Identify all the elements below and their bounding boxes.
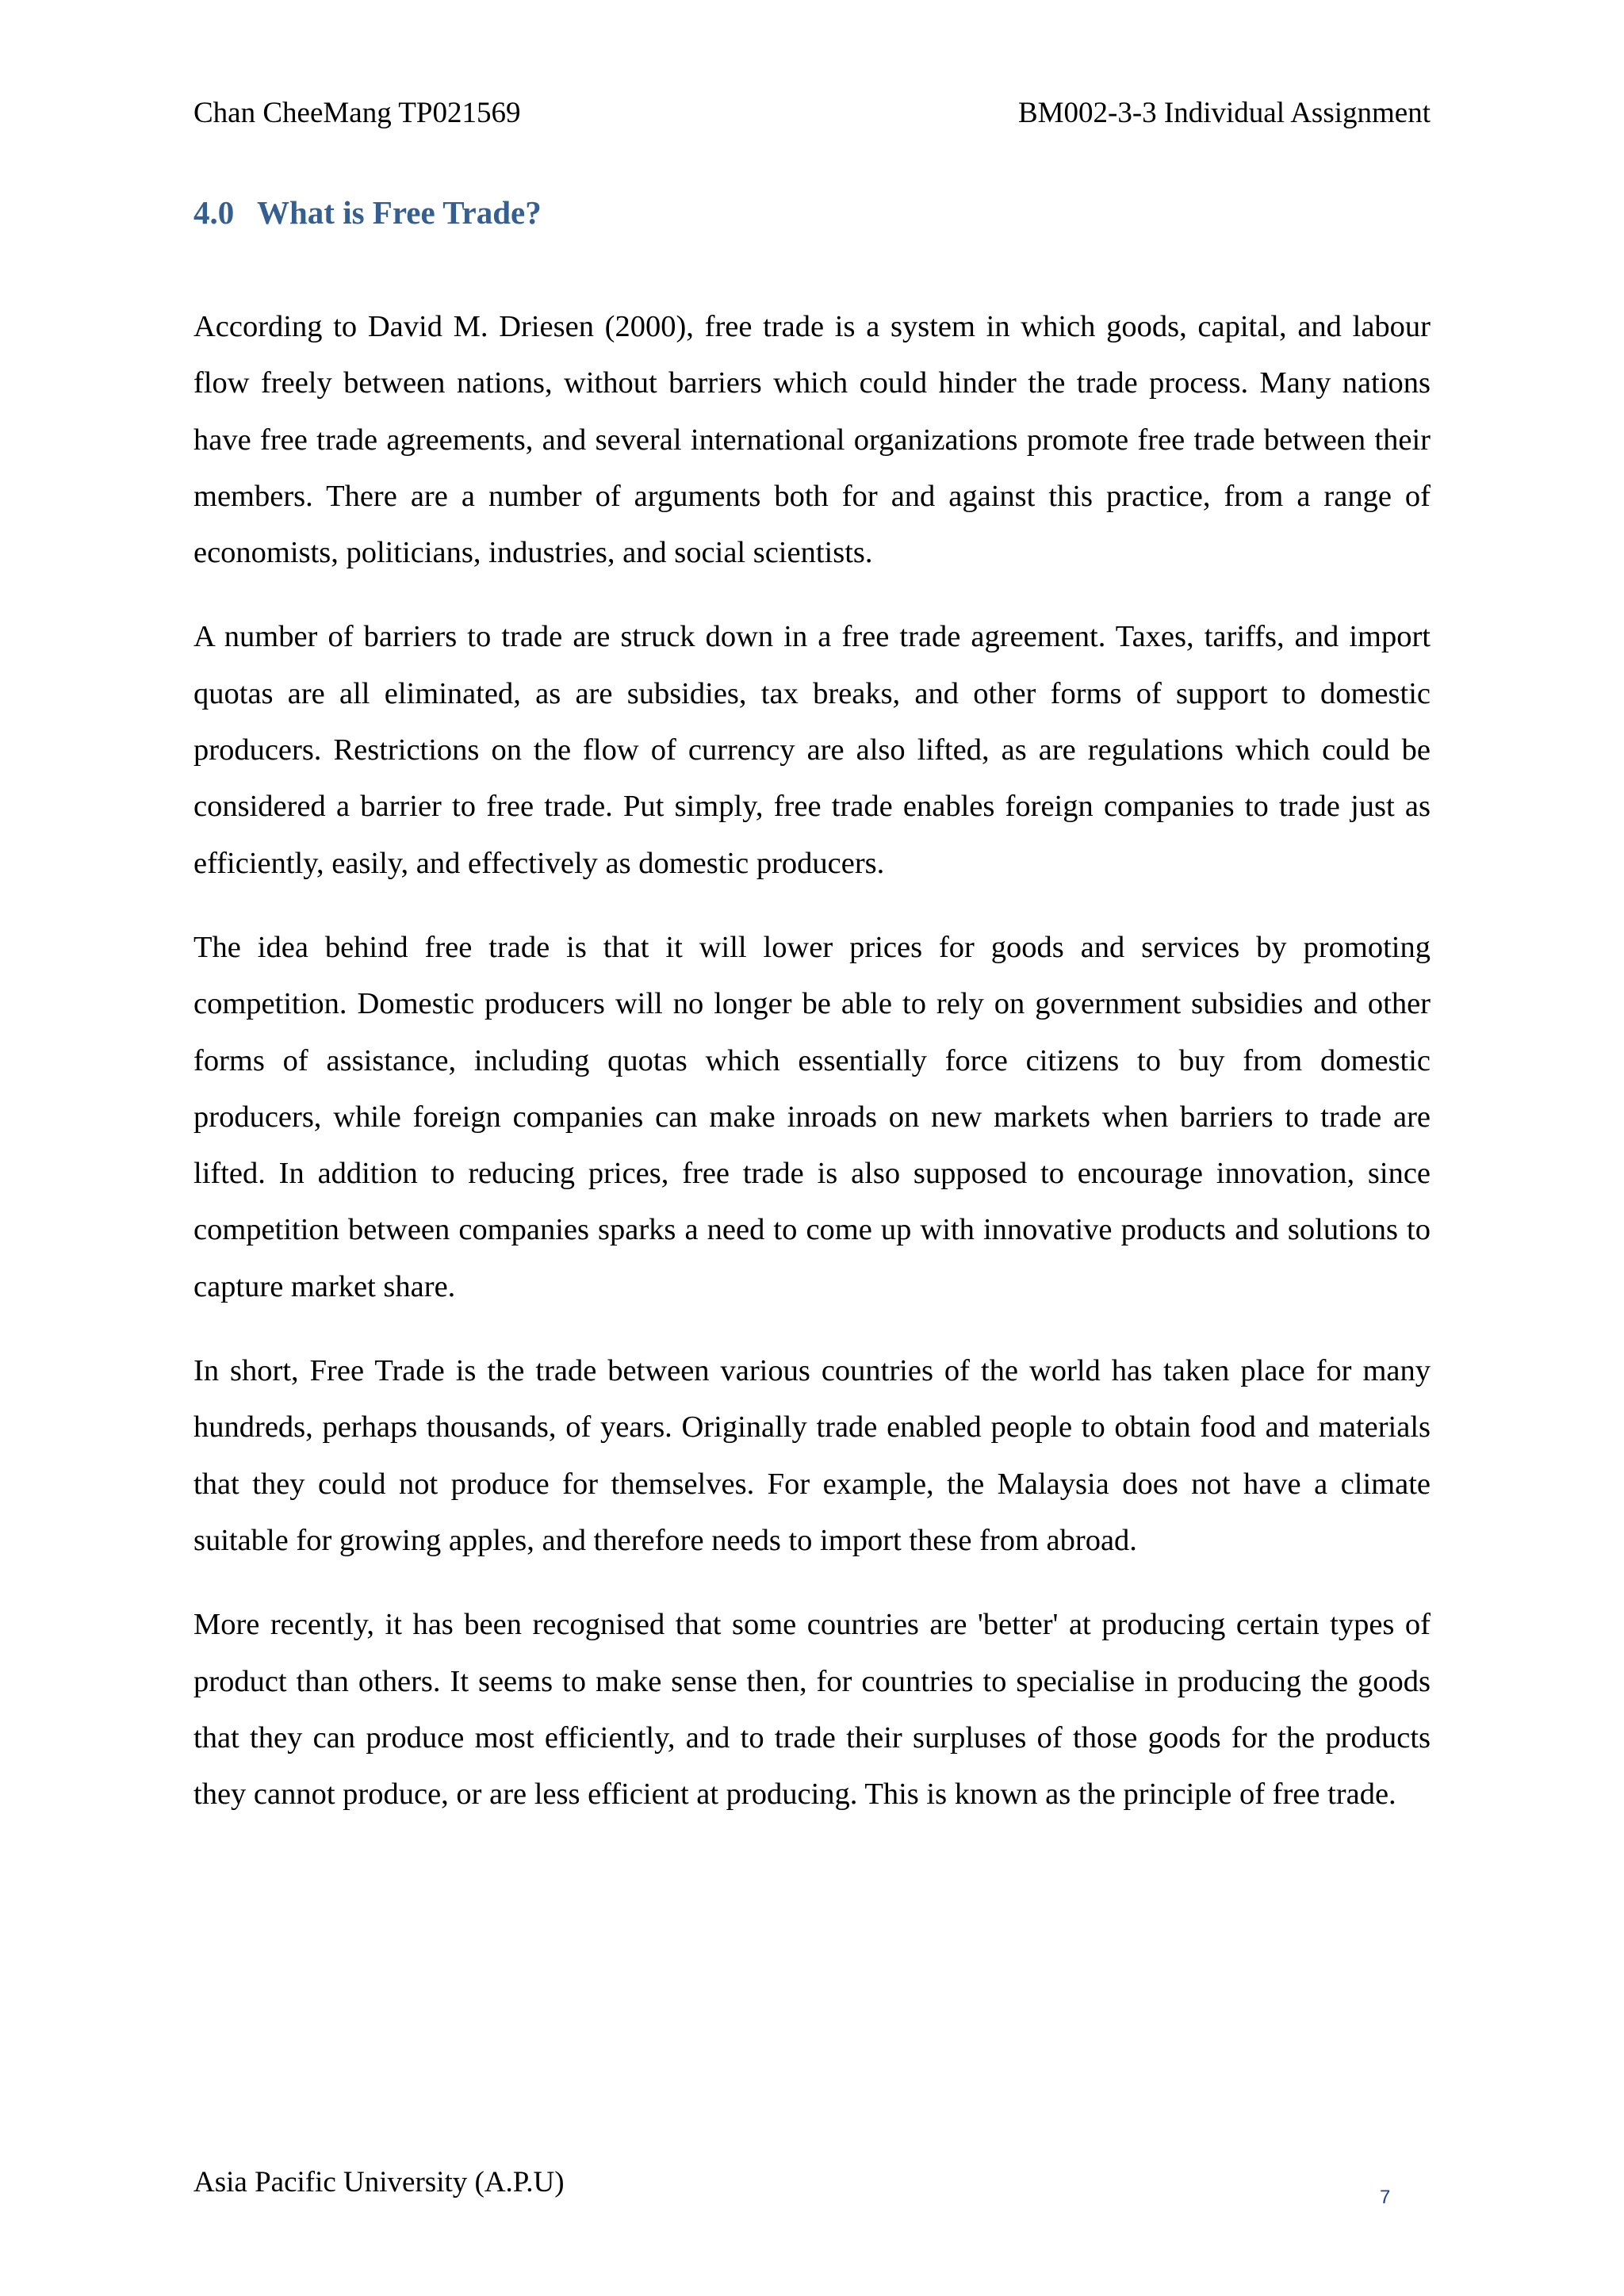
section-heading <box>193 190 542 235</box>
section-title: What is Free Trade? <box>257 194 542 231</box>
page-number: 7 <box>1380 2187 1391 2208</box>
header-author: Chan CheeMang TP021569 <box>193 97 521 129</box>
page-header <box>193 94 1431 133</box>
paragraph-4: In short, Free Trade is the trade between various countries of the world has taken place for many hundreds, perhaps thousands, of years. Originally trade enabled people to obtain food and materials that they could not produce for themselves. For example, the Malaysia does not have a climate suitable for growing apples, and therefore needs to import these from abroad. <box>193 1354 1431 1557</box>
section-number: 4.0 <box>193 194 235 231</box>
body-text <box>193 299 1431 1850</box>
paragraph-3: The idea behind free trade is that it will lower prices for goods and services by promoting competition. Domestic producers will no longer be able to rely on government subsidies and other forms of assistance, including quotas which essentially force citizens to buy from domestic producers, while foreign companies can make inroads on new markets when barriers to trade are lifted. In addition to reducing prices, free trade is also supposed to encourage innovation, since competition between companies sparks a need to come up with innovative products and solutions to capture market share. <box>193 930 1431 1303</box>
paragraph-5: More recently, it has been recognised that some countries are 'better' at producing certain types of product than others. It seems to make sense then, for countries to specialise in producing the goods that they can produce most efficiently, and to trade their surpluses of those goods for the products they cannot produce, or are less efficient at producing. This is known as the principle of free trade. <box>193 1608 1431 1812</box>
paragraph-2: A number of barriers to trade are struck down in a free trade agreement. Taxes, tariffs, and import quotas are all eliminated, as are subsidies, tax breaks, and other forms of support to domestic producers. Restrictions on the flow of currency are also lifted, as are regulations which could be considered a barrier to free trade. Put simply, free trade enables foreign companies to trade just as efficiently, easily, and effectively as domestic producers. <box>193 620 1431 880</box>
header-course: BM002-3-3 Individual Assignment <box>1017 97 1431 129</box>
footer-institution: Asia Pacific University (A.P.U) <box>193 2166 565 2198</box>
paragraph-1: According to David M. Driesen (2000), free trade is a system in which goods, capital, and labour flow freely between nations, without barriers which could hinder the trade process. Many nations have free trade agreements, and several international organizations promote free trade between their members. There are a number of arguments both for and against this practice, from a range of economists, politicians, industries, and social scientists. <box>193 310 1431 570</box>
